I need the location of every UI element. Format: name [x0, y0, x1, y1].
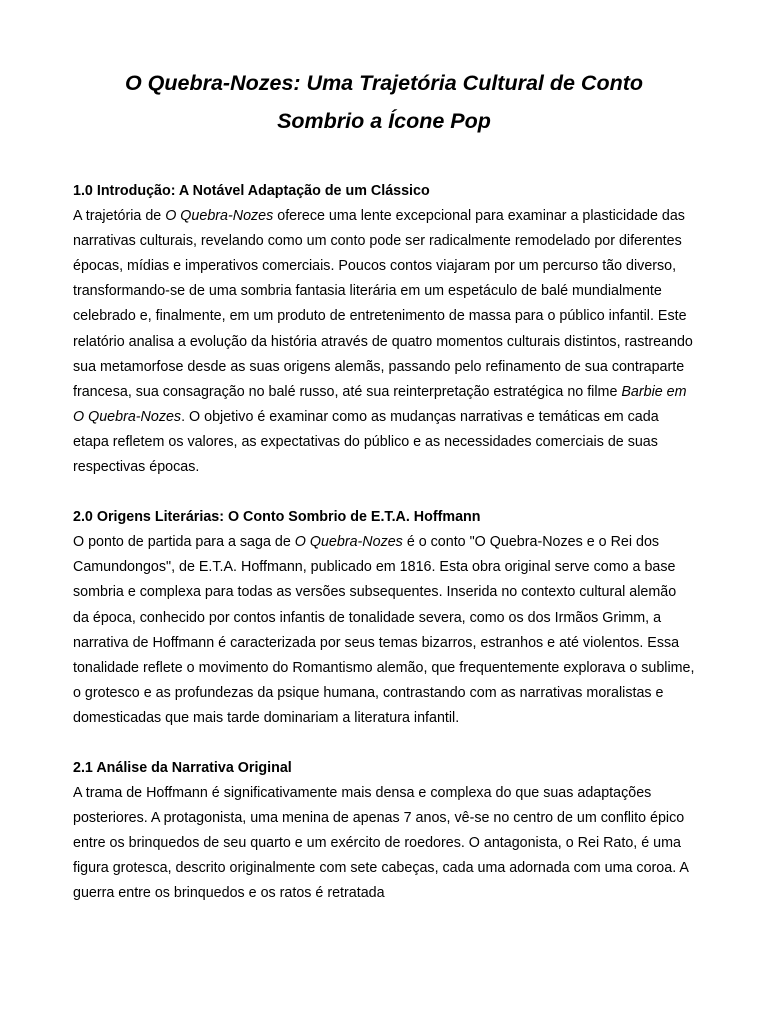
section-paragraph [73, 204, 695, 480]
italic-title: O Quebra-Nozes [294, 534, 403, 551]
title-line-1: O Quebra-Nozes: Uma Trajetória Cultural de Conto [124, 71, 644, 95]
italic-title: Barbie em O Quebra-Nozes [73, 383, 687, 425]
paragraph-text: . O objetivo é examinar como as mudanças narrativas e temáticas em cada etapa refletem os valores, as expectativas do público e as necessidades comerciais de suas respectivas épocas. [73, 408, 659, 476]
paragraph-text: A trajetória de [73, 208, 166, 225]
section-introduction [73, 179, 695, 480]
section-heading: 2.0 Origens Literárias: O Conto Sombrio de E.T.A. Hoffmann [73, 509, 481, 526]
paragraph-text: A trama de Hoffmann é significativamente mais densa e complexa do que suas adaptações posteriores. A protagonista, uma menina de apenas 7 anos, vê-se no centro de um conflito épico entre os brinquedos de seu quarto e um exército de roedores. O antagonista, o Rei Rato, é uma figura grotesca, descrito originalmente com sete cabeças, cada uma adornada com uma coroa. A guerra entre os brinquedos e os ratos é retratada [73, 785, 689, 902]
section-original-narrative-analysis [73, 756, 695, 907]
section-paragraph [73, 530, 695, 731]
italic-title: O Quebra-Nozes [165, 208, 274, 225]
title-line-2: Sombrio a Ícone Pop [277, 109, 491, 133]
section-heading: 1.0 Introdução: A Notável Adaptação de um Clássico [73, 183, 430, 199]
paragraph-text: é o conto "O Quebra-Nozes e o Rei dos Camundongos", de E.T.A. Hoffmann, publicado em 1816. Esta obra original serve como a base sombria e complexa para todas as versões subsequentes. Inserida no contexto cultural alemão da época, conhecido por contos infantis de tonalidade severa, como os dos Irmãos Grimm, a narrativa de Hoffmann é caracterizada por seus temas bizarros, estranhos e até violentos. Essa tonalidade reflete o movimento do Romantismo alemão, que frequentemente explorava o sublime, o grotesco e as profundezas da psique humana, contrastando com as narrativas moralistas e domesticadas que mais tarde dominariam a literatura infantil. [73, 534, 695, 726]
paragraph-text: O ponto de partida para a saga de [73, 534, 295, 551]
section-heading: 2.1 Análise da Narrativa Original [73, 759, 292, 776]
section-literary-origins [73, 505, 695, 731]
section-paragraph [73, 781, 695, 906]
paragraph-text: oferece uma lente excepcional para examinar a plasticidade das narrativas culturais, revelando como um conto pode ser radicalmente remodelado por diferentes épocas, mídias e imperativos comerciais. Poucos contos viajaram por um percurso tão diverso, transformando-se de uma sombria fantasia literária em um espetáculo de balé mundialmente celebrado e, finalmente, em um produto de entretenimento de massa para o público infantil. Este relatório analisa a evolução da história através de quatro momentos culturais distintos, rastreando sua metamorfose desde as suas origens alemãs, passando pelo refinamento de sua contraparte francesa, sua consagração no balé russo, até sua reinterpretação estratégica no filme [73, 208, 693, 400]
document-title [73, 64, 695, 140]
